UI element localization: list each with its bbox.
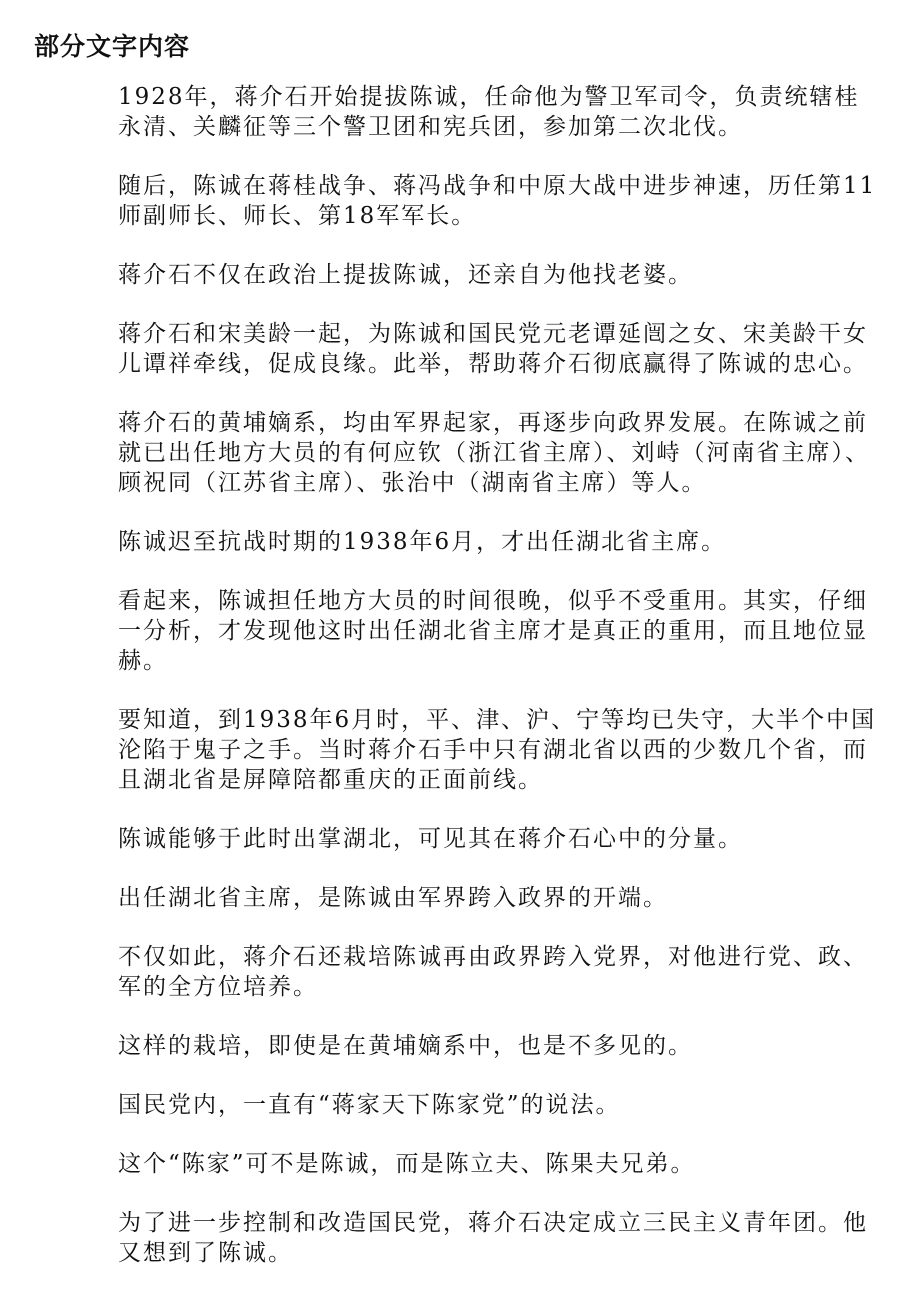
paragraph-3: 蒋介石不仅在政治上提拔陈诚，还亲自为他找老婆。 (118, 262, 693, 288)
paragraph-6: 陈诚迟至抗战时期的1938年6月，才出任湖北省主席。 (118, 529, 727, 555)
paragraph-8: 要知道，到1938年6月时，平、津、沪、宁等均已失守，大半个中国沦陷于鬼子之手。当时蒋介石手中只有湖北省以西的少数几个省，而且湖北省是屏障陪都重庆的正面前线。 (118, 707, 877, 793)
paragraph-15: 为了进一步控制和改造国民党，蒋介石决定成立三民主义青年团。他又想到了陈诚。 (118, 1210, 868, 1266)
page-title: 部分文字内容 (34, 32, 191, 61)
paragraph-2: 随后，陈诚在蒋桂战争、蒋冯战争和中原大战中进步神速，历任第11师副师长、师长、第18军军长。 (118, 173, 877, 229)
paragraph-9: 陈诚能够于此时出掌湖北，可见其在蒋介石心中的分量。 (118, 826, 743, 852)
paragraph-11: 不仅如此，蒋介石还栽培陈诚再由政界跨入党界，对他进行党、政、军的全方位培养。 (118, 944, 868, 1000)
paragraph-1: 1928年，蒋介石开始提拔陈诚，任命他为警卫军司令，负责统辖桂永清、关麟征等三个警卫团和宪兵团，参加第二次北伐。 (118, 84, 860, 140)
paragraph-10: 出任湖北省主席，是陈诚由军界跨入政界的开端。 (118, 885, 668, 911)
paragraph-4: 蒋介石和宋美龄一起，为陈诚和国民党元老谭延闿之女、宋美龄干女儿谭祥牵线，促成良缘。此举，帮助蒋介石彻底赢得了陈诚的忠心。 (118, 321, 868, 377)
paragraph-12: 这样的栽培，即使是在黄埔嫡系中，也是不多见的。 (118, 1033, 693, 1059)
article-body (118, 82, 878, 1297)
paragraph-7: 看起来，陈诚担任地方大员的时间很晚，似乎不受重用。其实，仔细一分析，才发现他这时出任湖北省主席才是真正的重用，而且地位显赫。 (118, 588, 868, 674)
paragraph-14: 这个“陈家”可不是陈诚，而是陈立夫、陈果夫兄弟。 (118, 1151, 696, 1177)
paragraph-5: 蒋介石的黄埔嫡系，均由军界起家，再逐步向政界发展。在陈诚之前就已出任地方大员的有何应钦（浙江省主席）、刘峙（河南省主席）、顾祝同（江苏省主席）、张治中（湖南省主席）等人。 (118, 410, 870, 496)
paragraph-13: 国民党内，一直有“蒋家天下陈家党”的说法。 (118, 1092, 621, 1118)
